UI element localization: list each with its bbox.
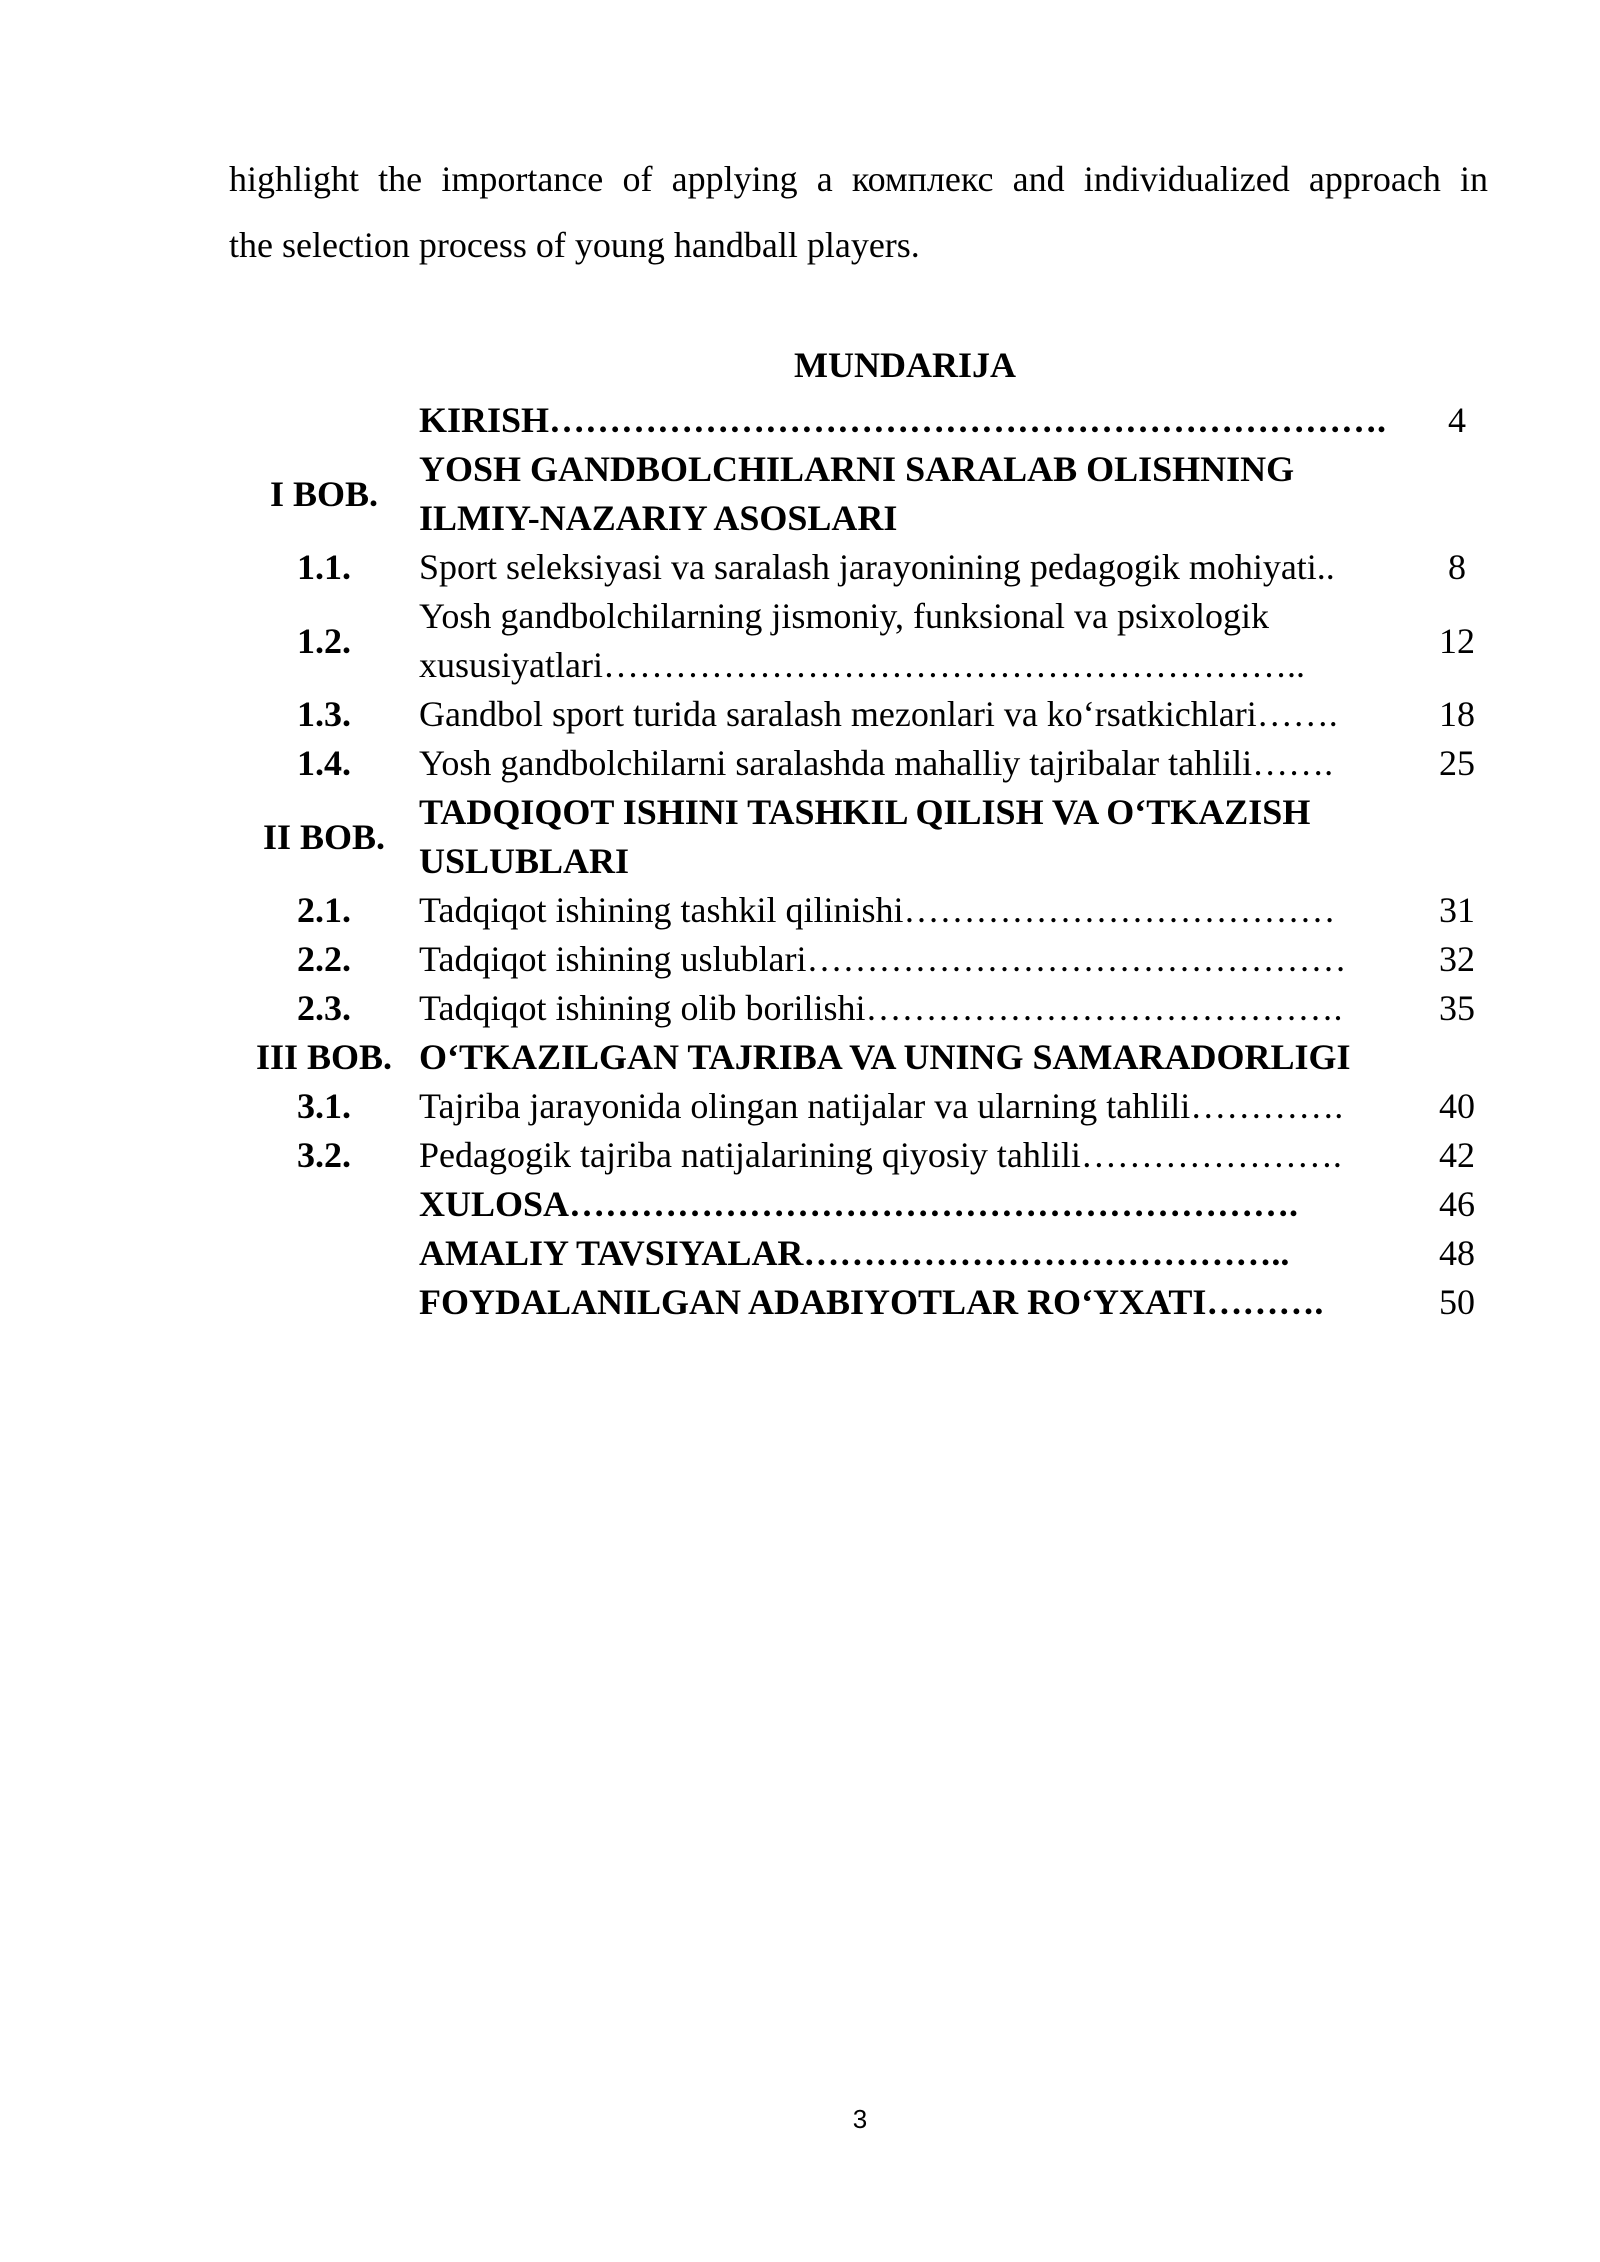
intro-line-2: the selection process of young handball players. bbox=[229, 225, 920, 265]
toc-entry-number: 1.2. bbox=[297, 620, 351, 661]
toc-entry-title: Pedagogik tajriba natijalarining qiyosiy tahlili…………………. bbox=[419, 1135, 1342, 1175]
toc-entry-page: 12 bbox=[1439, 620, 1475, 661]
toc-entry[interactable] bbox=[229, 1033, 1492, 1082]
toc-entry-page: 18 bbox=[1439, 694, 1475, 734]
toc-entry-title: XULOSA……………………………………………………. bbox=[419, 1184, 1299, 1224]
toc-entry-number: I BOB. bbox=[269, 473, 379, 514]
toc-entry-number bbox=[229, 1229, 419, 1278]
toc-entry-number bbox=[229, 1180, 419, 1229]
toc-entry-title: TADQIQOT ISHINI TASHKIL QILISH VA O‘TKAZISH USLUBLARI bbox=[419, 792, 1311, 881]
toc-entry[interactable] bbox=[229, 886, 1492, 935]
toc-entry[interactable] bbox=[229, 1180, 1492, 1229]
toc-entry[interactable] bbox=[229, 1229, 1492, 1278]
toc-entry-page: 32 bbox=[1439, 939, 1475, 979]
toc-entry-title: Yosh gandbolchilarni saralashda mahalliy tajribalar tahlili……. bbox=[419, 743, 1334, 783]
toc-entry-number: 2.3. bbox=[297, 988, 351, 1028]
toc-entry-number: 1.1. bbox=[297, 547, 351, 587]
toc-entry-number bbox=[229, 1278, 419, 1327]
intro-line-1: highlight the importance of applying a комплекс and individualized approach in bbox=[229, 159, 1488, 199]
toc-entry-number: 3.2. bbox=[297, 1135, 351, 1175]
toc-entry[interactable] bbox=[229, 788, 1492, 886]
toc-entry-number: 2.1. bbox=[297, 890, 351, 930]
toc-entry-title: FOYDALANILGAN ADABIYOTLAR RO‘YXATI………. bbox=[419, 1282, 1324, 1322]
toc-entry-number: 1.4. bbox=[297, 743, 351, 783]
toc-entry[interactable] bbox=[229, 396, 1492, 445]
toc-entry[interactable] bbox=[229, 1082, 1492, 1131]
toc-entry-number: 1.3. bbox=[297, 694, 351, 734]
toc-entry-page: 25 bbox=[1439, 743, 1475, 783]
toc-entry-number: III BOB. bbox=[255, 1037, 393, 1077]
toc-entry-title: KIRISH……………………………………………………………. bbox=[419, 400, 1387, 440]
toc-entry[interactable] bbox=[229, 592, 1492, 690]
toc-entry-number bbox=[229, 396, 419, 445]
toc-entry[interactable] bbox=[229, 1278, 1492, 1327]
toc-entry-page: 40 bbox=[1439, 1086, 1475, 1126]
toc-entry[interactable] bbox=[229, 543, 1492, 592]
toc-entry[interactable] bbox=[229, 445, 1492, 543]
intro-paragraph bbox=[229, 146, 1488, 278]
toc-entry-page: 8 bbox=[1448, 547, 1466, 587]
toc-entry-title: Tadqiqot ishining uslublari……………………………………… bbox=[419, 939, 1347, 979]
toc-entry[interactable] bbox=[229, 690, 1492, 739]
toc-entry-number: 2.2. bbox=[297, 939, 351, 979]
toc-entry-number: II BOB. bbox=[262, 816, 386, 857]
toc-entry-title: Yosh gandbolchilarning jismoniy, funksional va psixologik xususiyatlari………………………………………………….. bbox=[419, 596, 1305, 685]
toc-entry-page bbox=[1422, 1033, 1492, 1082]
toc-entry-title: Gandbol sport turida saralash mezonlari va ko‘rsatkichlari……. bbox=[419, 694, 1338, 734]
toc-entry-page: 35 bbox=[1439, 988, 1475, 1028]
toc-entry-page: 50 bbox=[1439, 1282, 1475, 1322]
toc-entry-page: 46 bbox=[1439, 1184, 1475, 1224]
table-of-contents bbox=[229, 396, 1492, 1327]
toc-title: MUNDARIJA bbox=[794, 345, 1016, 385]
toc-entry-title: AMALIY TAVSIYALAR………………………………….. bbox=[419, 1233, 1290, 1273]
toc-entry-page: 48 bbox=[1439, 1233, 1475, 1273]
toc-entry-title: Tadqiqot ishining olib borilishi…………………………………. bbox=[419, 988, 1343, 1028]
toc-entry-page: 4 bbox=[1448, 400, 1466, 440]
toc-entry-title: Tadqiqot ishining tashkil qilinishi……………………………… bbox=[419, 890, 1336, 930]
toc-entry-title: Sport seleksiyasi va saralash jarayonining pedagogik mohiyati.. bbox=[419, 547, 1335, 587]
toc-entry-page bbox=[1422, 788, 1492, 886]
toc-entry-number: 3.1. bbox=[297, 1086, 351, 1126]
toc-entry[interactable] bbox=[229, 984, 1492, 1033]
toc-entry-page: 42 bbox=[1439, 1135, 1475, 1175]
toc-entry[interactable] bbox=[229, 935, 1492, 984]
page-number: 3 bbox=[852, 2104, 868, 2134]
toc-entry[interactable] bbox=[229, 1131, 1492, 1180]
toc-entry-page bbox=[1422, 445, 1492, 543]
toc-entry-title: Tajriba jarayonida olingan natijalar va ularning tahlili…………. bbox=[419, 1086, 1344, 1126]
toc-entry-title: YOSH GANDBOLCHILARNI SARALAB OLISHNING ILMIY-NAZARIY ASOSLARI bbox=[419, 449, 1295, 538]
toc-entry[interactable] bbox=[229, 739, 1492, 788]
toc-entry-page: 31 bbox=[1439, 890, 1475, 930]
toc-entry-title: O‘TKAZILGAN TAJRIBA VA UNING SAMARADORLIGI bbox=[419, 1037, 1351, 1077]
